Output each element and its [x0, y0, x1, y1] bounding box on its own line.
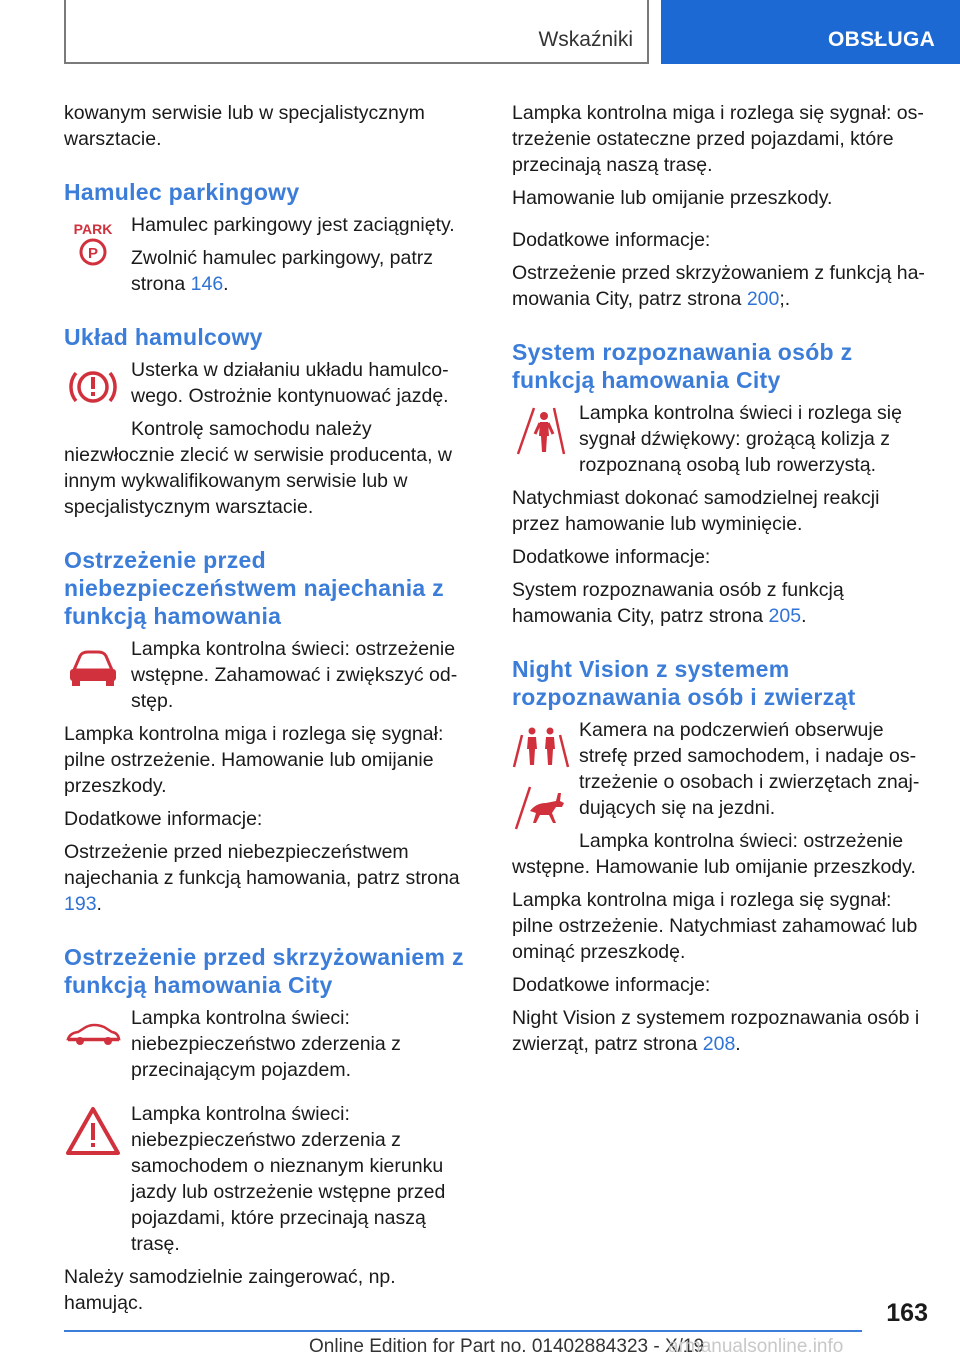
night-vision-text-3: Lampka kontrolna miga i rozlega się sygnał: pilne ostrzeżenie. Natychmiast zahamować lub ominąć przeszkodę. — [512, 889, 918, 963]
page-number: 163 — [886, 1299, 928, 1327]
collision-warning-block — [64, 636, 479, 917]
person-detection-block — [512, 400, 928, 629]
cross-traffic-block — [64, 1005, 479, 1083]
collision-warning-text-3: Dodatkowe informacje: — [64, 808, 263, 830]
night-vision-text-5: Night Vision z systemem rozpoznawania osób i zwierząt, patrz strona 208. — [512, 1007, 920, 1055]
page-link-208[interactable]: 208 — [702, 1033, 736, 1055]
left-column — [64, 100, 479, 1323]
cross-traffic-text-1: Lampka kontrolna świeci: niebezpieczeństwo zderzenia z przecinającym pojazdem. — [131, 1007, 401, 1081]
person-detection-text-2: Natychmiast dokonać samodzielnej reakcji przez hamowanie lub wyminięcie. — [512, 487, 880, 535]
right-continued-text-2: Hamowanie lub omijanie przeszkody. — [512, 187, 833, 209]
parking-brake-text-2: Zwolnić hamulec parkingowy, patrz strona 146. — [131, 247, 434, 295]
car-front-warning-icon — [64, 640, 122, 692]
section-title-parking-brake: Hamulec parkingowy — [64, 179, 300, 205]
footer-watermark: armanualsonline.info — [668, 1336, 844, 1357]
warning-triangle-icon — [64, 1105, 122, 1157]
collision-warning-text-1: Lampka kontrolna świeci: ostrzeżenie wstępne. Zahamować i zwiększyć odstęp. — [131, 638, 458, 712]
cross-traffic-block-2 — [64, 1101, 479, 1316]
section-tab[interactable] — [661, 0, 960, 64]
right-continued-text-3: Dodatkowe informacje: — [512, 229, 711, 251]
page-link-200[interactable]: 200 — [746, 288, 780, 310]
night-vision-block — [512, 717, 928, 1057]
right-continued-text-4: Ostrzeżenie przed skrzyżowaniem z funkcją hamowania City, patrz strona 200;. — [512, 262, 925, 310]
parking-brake-text-1: Hamulec parkingowy jest zaciągnięty. — [131, 214, 455, 236]
person-detection-text-3: Dodatkowe informacje: — [512, 546, 711, 568]
person-detection-text-1: Lampka kontrolna świeci i rozlega się sygnał dźwiękowy: grożącą kolizja z rozpoznaną osobą lub rowerzystą. — [579, 402, 902, 476]
continued-text: kowanym serwisie lub w specjalistycznym warsztacie. — [64, 102, 425, 150]
page-link-146[interactable]: 146 — [190, 273, 224, 295]
footer-edition: Online Edition for Part no. 01402884323 - X/19 — [309, 1336, 705, 1357]
section-title-person-detection: System rozpoznawania osób z funkcją hamowania City — [512, 339, 853, 393]
footer-divider — [64, 1330, 862, 1332]
brake-system-warning-icon — [64, 361, 122, 413]
parking-brake-block — [64, 212, 479, 297]
brake-system-text-2: Kontrolę samochodu należy niezwłocznie zlecić w serwisie producenta, w innym wykwalifikowanym serwisie lub w specjalistycznym warsztacie. — [64, 418, 452, 518]
brake-system-block — [64, 357, 479, 520]
header-chapter-box — [64, 0, 649, 64]
animal-warning-icon — [512, 779, 570, 831]
car-side-cross-traffic-icon — [64, 1009, 122, 1061]
park-icon-symbol: P — [87, 245, 99, 262]
section-title-cross-traffic: Ostrzeżenie przed skrzyżowaniem z funkcją hamowania City — [64, 944, 464, 998]
right-column — [512, 100, 928, 1064]
brake-system-text-1: Usterka w działaniu układu hamulcowego. Ostrożnie kontynuować jazdę. — [131, 359, 449, 407]
section-title-collision-warning: Ostrzeżenie przed niebezpieczeństwem najechania z funkcją hamowania — [64, 547, 444, 629]
section-tab-label: OBSŁUGA — [828, 28, 936, 51]
night-vision-text-2a: Lampka kontrolna świeci: ostrzeżenie wstępne. Hamowanie lub omijanie przeszkody. — [512, 830, 916, 878]
chapter-title: Wskaźniki — [538, 28, 633, 51]
collision-warning-text-2: Lampka kontrolna miga i rozlega się sygnał: pilne ostrzeżenie. Hamowanie lub omijanie przeszkody. — [64, 723, 444, 797]
section-title-night-vision: Night Vision z systemem rozpoznawania osób i zwierząt — [512, 656, 856, 710]
cross-traffic-text-2: Lampka kontrolna świeci: niebezpieczeństwo zderzenia z samochodem o nieznanym kierunku jazdy lub ostrzeżenie wstępne przed pojazdami, które przecinają naszą trasę. — [131, 1103, 446, 1255]
person-detection-text-4: System rozpoznawania osób z funkcją hamowania City, patrz strona 205. — [512, 579, 844, 627]
parking-brake-warning-icon — [64, 216, 122, 268]
section-title-brake-system: Układ hamulcowy — [64, 324, 263, 350]
cross-traffic-text-3: Należy samodzielnie zaingerować, np. hamując. — [64, 1266, 396, 1314]
page-link-205[interactable]: 205 — [768, 605, 802, 627]
night-vision-text-1: Kamera na podczerwień obserwuje strefę przed samochodem, i nadaje ostrzeżenie o osobach i zwierzętach znajdujących się na jezdni. — [579, 719, 920, 819]
right-continued-text-1: Lampka kontrolna miga i rozlega się sygnał: ostrzeżenie ostateczne przed pojazdami, które przecinają naszą trasę. — [512, 102, 924, 176]
night-vision-people-icon — [512, 721, 570, 773]
page-link-193[interactable]: 193 — [64, 893, 97, 915]
night-vision-text-4: Dodatkowe informacje: — [512, 974, 711, 996]
park-icon-text: PARK — [73, 221, 113, 237]
pedestrian-warning-icon — [512, 404, 570, 456]
collision-warning-text-4: Ostrzeżenie przed niebezpieczeństwem najechania z funkcją hamowania, patrz strona 193. — [64, 841, 460, 915]
